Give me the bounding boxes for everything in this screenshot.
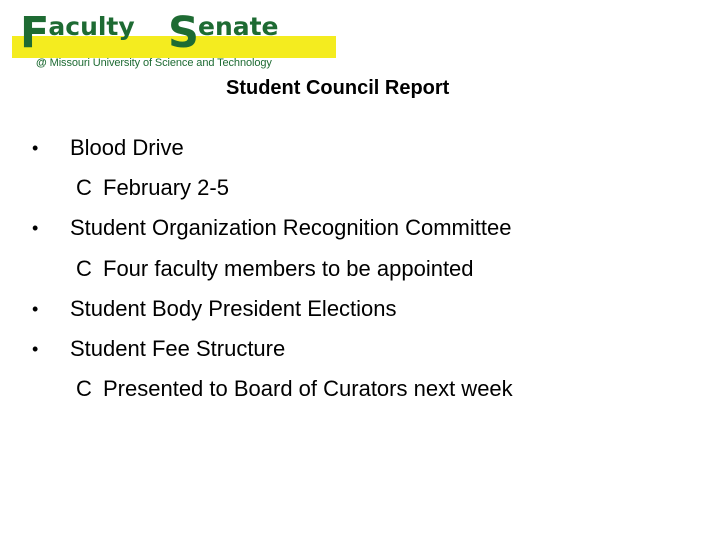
sub-bullet-text: Presented to Board of Curators next week xyxy=(103,376,513,402)
logo-tagline xyxy=(36,56,272,70)
logo-at-symbol: @ xyxy=(36,57,47,69)
bullet-marker: • xyxy=(32,298,39,319)
bullet-text: Student Fee Structure xyxy=(70,335,286,361)
logo-initial-s: S xyxy=(168,8,198,58)
logo-tagline-text: Missouri University of Science and Technology xyxy=(49,57,272,69)
slide-title: Student Council Report xyxy=(226,77,450,99)
bullet-text: Blood Drive xyxy=(70,135,184,160)
bullet-item xyxy=(32,335,692,375)
faculty-senate-logo xyxy=(12,8,338,74)
bullet-list xyxy=(32,134,692,415)
bullet-marker: • xyxy=(32,218,39,239)
logo-text-enate: enate xyxy=(197,12,279,41)
bullet-text: Student Organization Recognition Committee xyxy=(70,215,512,241)
bullet-item xyxy=(32,295,692,335)
sub-bullet-text: Four faculty members to be appointed xyxy=(103,255,474,281)
sub-bullet-text: February 2-5 xyxy=(103,175,229,201)
sub-bullet-item xyxy=(32,174,692,214)
logo-text-aculty: aculty xyxy=(48,12,135,41)
sub-bullet-item xyxy=(32,375,692,415)
bullet-marker: • xyxy=(32,138,39,158)
sub-bullet-marker: C xyxy=(76,376,92,402)
sub-bullet-item xyxy=(32,255,692,295)
bullet-item xyxy=(32,214,692,254)
bullet-item xyxy=(32,134,692,174)
sub-bullet-marker: C xyxy=(76,255,92,281)
sub-bullet-marker: C xyxy=(76,175,92,201)
bullet-marker: • xyxy=(32,338,39,359)
bullet-text: Student Body President Elections xyxy=(70,295,397,321)
logo-initial-f: F xyxy=(20,8,49,58)
